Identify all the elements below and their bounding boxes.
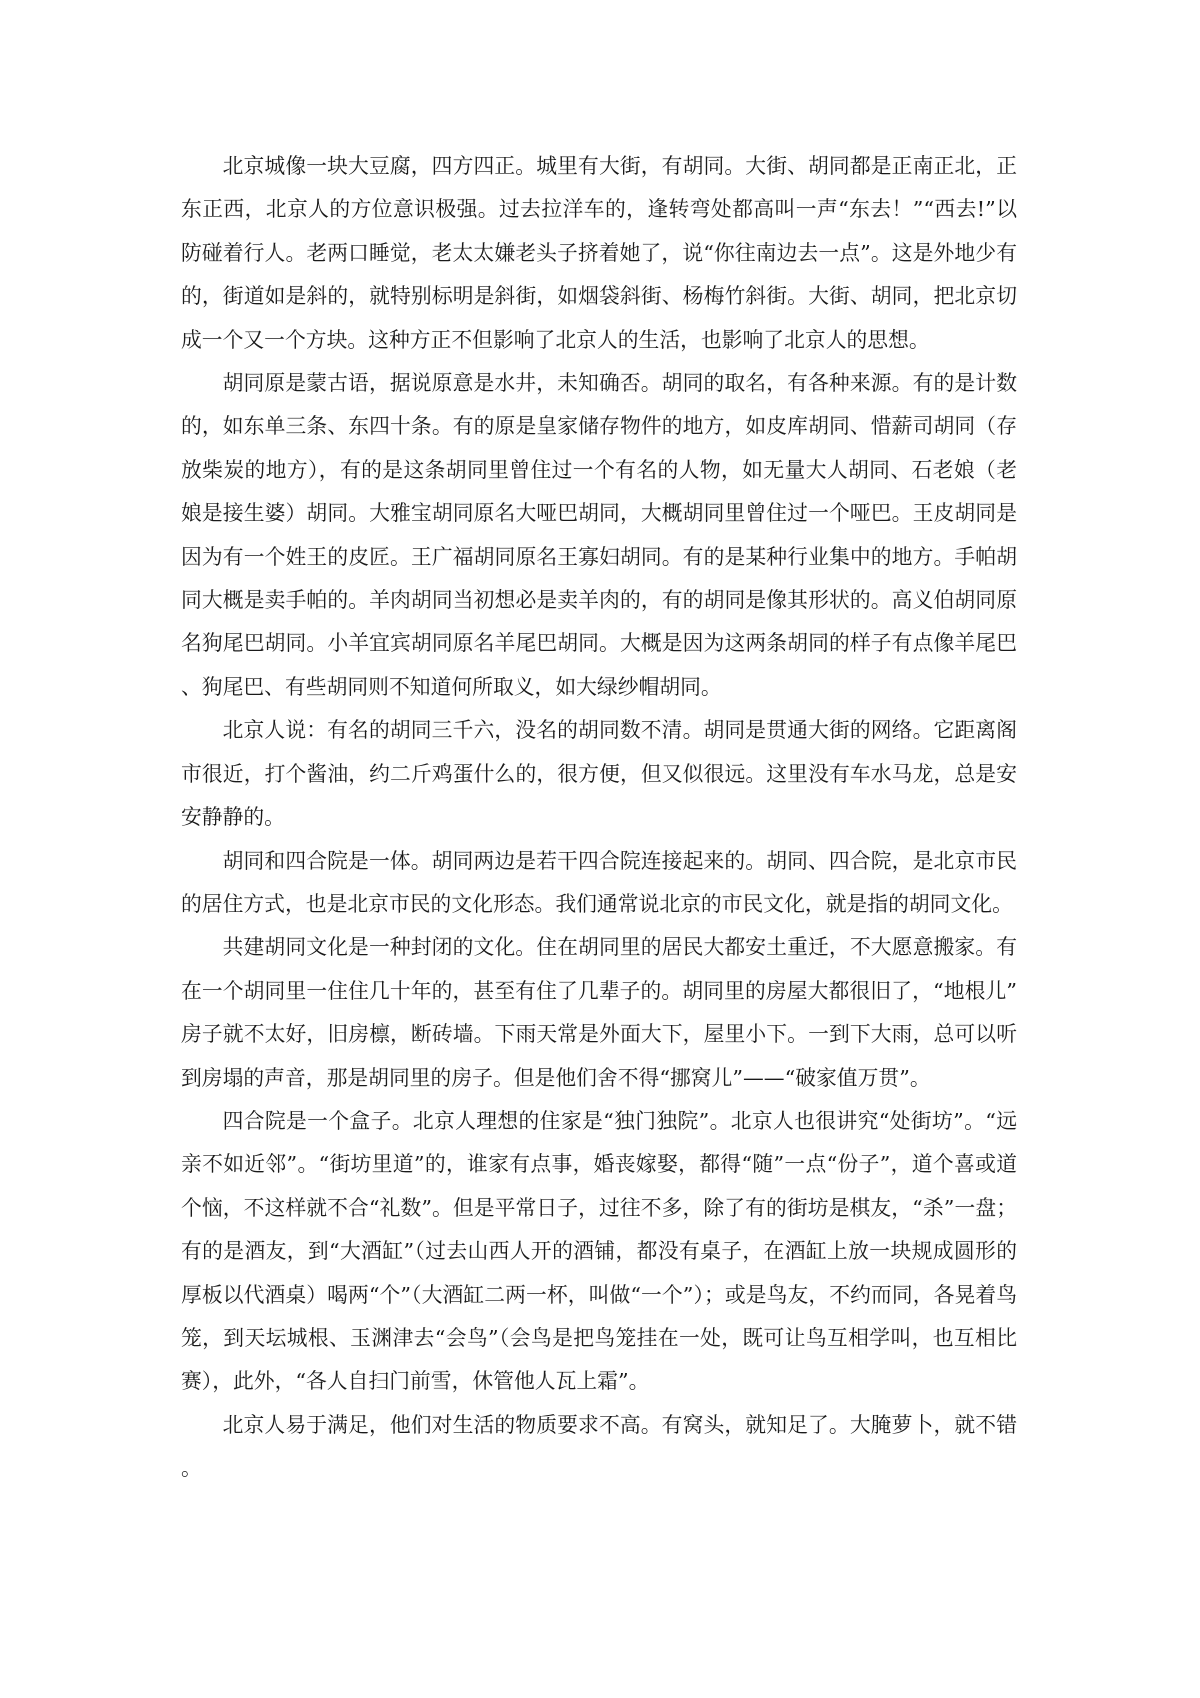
paragraph-4: 胡同和四合院是一体。胡同两边是若干四合院连接起来的。胡同、四合院，是北京市民的居住方式，也是北京市民的文化形态。我们通常说北京的市民文化，就是指的胡同文化。 <box>181 848 1017 916</box>
paragraph-2: 胡同原是蒙古语，据说原意是水井，未知确否。胡同的取名，有各种来源。有的是计数的，如东单三条、东四十条。有的原是皇家储存物件的地方，如皮库胡同、惜薪司胡同（存放柴炭的地方），有的是这条胡同里曾住过一个有名的人物，如无量大人胡同、石老娘（老娘是接生婆）胡同。大雅宝胡同原名大哑巴胡同，大概胡同里曾住过一个哑巴。王皮胡同是因为有一个姓王的皮匠。王广福胡同原名王寡妇胡同。有的是某种行业集中的地方。手帕胡同大概是卖手帕的。羊肉胡同当初想必是卖羊肉的，有的胡同是像其形状的。高义伯胡同原名狗尾巴胡同。小羊宜宾胡同原名羊尾巴胡同。大概是因为这两条胡同的样子有点像羊尾巴、狗尾巴、有些胡同则不知道何所取义，如大绿纱帽胡同。 <box>181 371 1017 699</box>
paragraph-5: 共建胡同文化是一种封闭的文化。住在胡同里的居民大都安土重迁，不大愿意搬家。有在一个胡同里一住住几十年的，甚至有住了几辈子的。胡同里的房屋大都很旧了，“地根儿”房子就不太好，旧房檩，断砖墙。下雨天常是外面大下，屋里小下。一到下大雨，总可以听到房塌的声音，那是胡同里的房子。但是他们舍不得“挪窝儿”——“破家值万贯”。 <box>181 935 1017 1090</box>
paragraph-7: 北京人易于满足，他们对生活的物质要求不高。有窝头，就知足了。大腌萝卜，就不错。 <box>181 1412 1017 1481</box>
paragraph-6: 四合院是一个盒子。北京人理想的住家是“独门独院”。北京人也很讲究“处街坊”。“远亲不如近邻”。“街坊里道”的，谁家有点事，婚丧嫁娶，都得“随”一点“份子”，道个喜或道个恼，不这样就不合“礼数”。但是平常日子，过往不多，除了有的街坊是棋友，“杀”一盘；有的是酒友，到“大酒缸”（过去山西人开的酒铺，都没有桌子，在酒缸上放一块规成圆形的厚板以代酒桌）喝两“个”（大酒缸二两一杯，叫做“一个”）；或是鸟友，不约而同，各晃着鸟笼，到天坛城根、玉渊津去“会鸟”（会鸟是把鸟笼挂在一处，既可让鸟互相学叫，也互相比赛），此外，“各人自扫门前雪，休管他人瓦上霜”。 <box>181 1108 1017 1394</box>
paragraph-3: 北京人说：有名的胡同三千六，没名的胡同数不清。胡同是贯通大街的网络。它距离阁市很近，打个酱油，约二斤鸡蛋什么的，很方便，但又似很远。这里没有车水马龙，总是安安静静的。 <box>181 718 1017 830</box>
paragraph-1: 北京城像一块大豆腐，四方四正。城里有大街，有胡同。大街、胡同都是正南正北，正东正西，北京人的方位意识极强。过去拉洋车的，逢转弯处都高叫一声“东去！”“西去!”以防碰着行人。老两口睡觉，老太太嫌老头子挤着她了，说“你往南边去一点”。这是外地少有的，街道如是斜的，就特别标明是斜街，如烟袋斜街、杨梅竹斜街。大街、胡同，把北京切成一个又一个方块。这种方正不但影响了北京人的生活，也影响了北京人的思想。 <box>181 154 1017 352</box>
document-page <box>181 145 1017 1491</box>
